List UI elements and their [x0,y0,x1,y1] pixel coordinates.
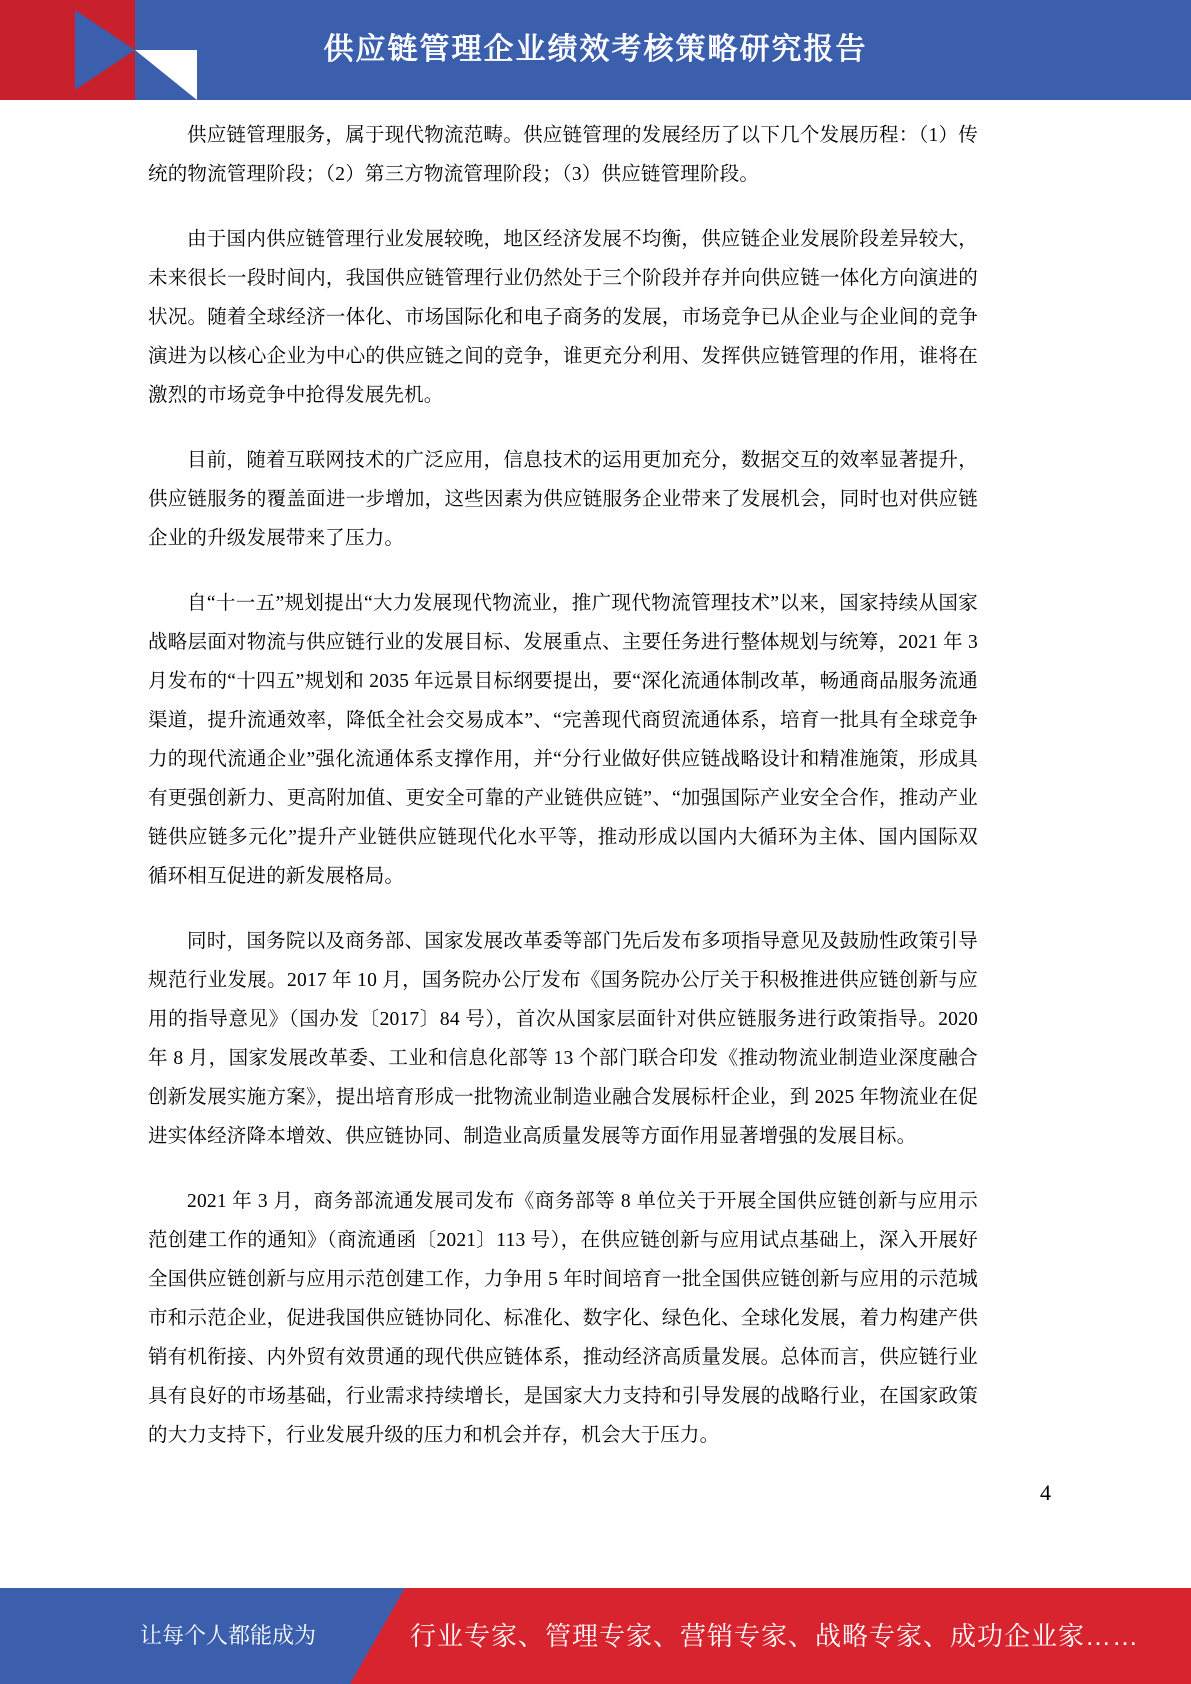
page-header [0,0,1191,100]
paragraph: 由于国内供应链管理行业发展较晚，地区经济发展不均衡，供应链企业发展阶段差异较大，未来很长一段时间内，我国供应链管理行业仍然处于三个阶段并存并向供应链一体化方向演进的状况。随着全球经济一体化、市场国际化和电子商务的发展，市场竞争已从企业与企业间的竞争演进为以核心企业为中心的供应链之间的竞争，谁更充分利用、发挥供应链管理的作用，谁将在激烈的市场竞争中抢得发展先机。 [148,229,978,406]
paragraph: 同时，国务院以及商务部、国家发展改革委等部门先后发布多项指导意见及鼓励性政策引导规范行业发展。2017 年 10 月，国务院办公厅发布《国务院办公厅关于积极推进供应链创新与应用的指导意见》（国办发〔2017〕84 号），首次从国家层面针对供应链服务进行政策指导。2020 年 8 月，国家发展改革委、工业和信息化部等 13 个部门联合印发《推动物流业制造业深度融合创新发展实施方案》，提出培育形成一批物流业制造业融合发展标杆企业，到 2025 年物流业在促进实体经济降本增效、供应链协同、制造业高质量发展等方面作用显著增强的发展目标。 [148,931,978,1147]
document-content [148,116,978,1481]
paragraph: 供应链管理服务，属于现代物流范畴。供应链管理的发展经历了以下几个发展历程：（1）传统的物流管理阶段；（2）第三方物流管理阶段；（3）供应链管理阶段。 [148,125,978,185]
page-number: 4 [1040,1480,1051,1505]
paragraph: 2021 年 3 月，商务部流通发展司发布《商务部等 8 单位关于开展全国供应链创新与应用示范创建工作的通知》（商流通函〔2021〕113 号），在供应链创新与应用试点基础上，深入开展好全国供应链创新与应用示范创建工作，力争用 5 年时间培育一批全国供应链创新与应用的示范城市和示范企业，促进我国供应链协同化、标准化、数字化、绿色化、全球化发展，着力构建产供销有机衔接、内外贸有效贯通的现代供应链体系，推动经济高质量发展。总体而言，供应链行业具有良好的市场基础，行业需求持续增长，是国家大力支持和引导发展的战略行业，在国家政策的大力支持下，行业发展升级的压力和机会并存，机会大于压力。 [148,1191,978,1446]
footer-slogan-left: 让每个人都能成为 [140,1623,317,1648]
document-body [0,100,1191,1540]
page-title: 供应链管理企业绩效考核策略研究报告 [323,33,868,66]
paragraph: 自“十一五”规划提出“大力发展现代物流业，推广现代物流管理技术”以来，国家持续从国家战略层面对物流与供应链行业的发展目标、发展重点、主要任务进行整体规划与统筹，2021 年 3 月发布的“十四五”规划和 2035 年远景目标纲要提出，要“深化流通体制改革，畅通商品服务流通渠道，提升流通效率，降低全社会交易成本”、“完善现代商贸流通体系，培育一批具有全球竞争力的现代流通企业”强化流通体系支撑作用，并“分行业做好供应链战略设计和精准施策，形成具有更强创新力、更高附加值、更安全可靠的产业链供应链”、“加强国际产业安全合作，推动产业链供应链多元化”提升产业链供应链现代化水平等，推动形成以国内大循环为主体、国内国际双循环相互促进的新发展格局。 [148,593,978,887]
page-footer [0,1540,1191,1684]
footer-slogan-right: 行业专家、管理专家、营销专家、战略专家、成功企业家…… [410,1621,1140,1651]
paragraph: 目前，随着互联网技术的广泛应用，信息技术的运用更加充分，数据交互的效率显著提升，供应链服务的覆盖面进一步增加，这些因素为供应链服务企业带来了发展机会，同时也对供应链企业的升级发展带来了压力。 [148,450,978,549]
